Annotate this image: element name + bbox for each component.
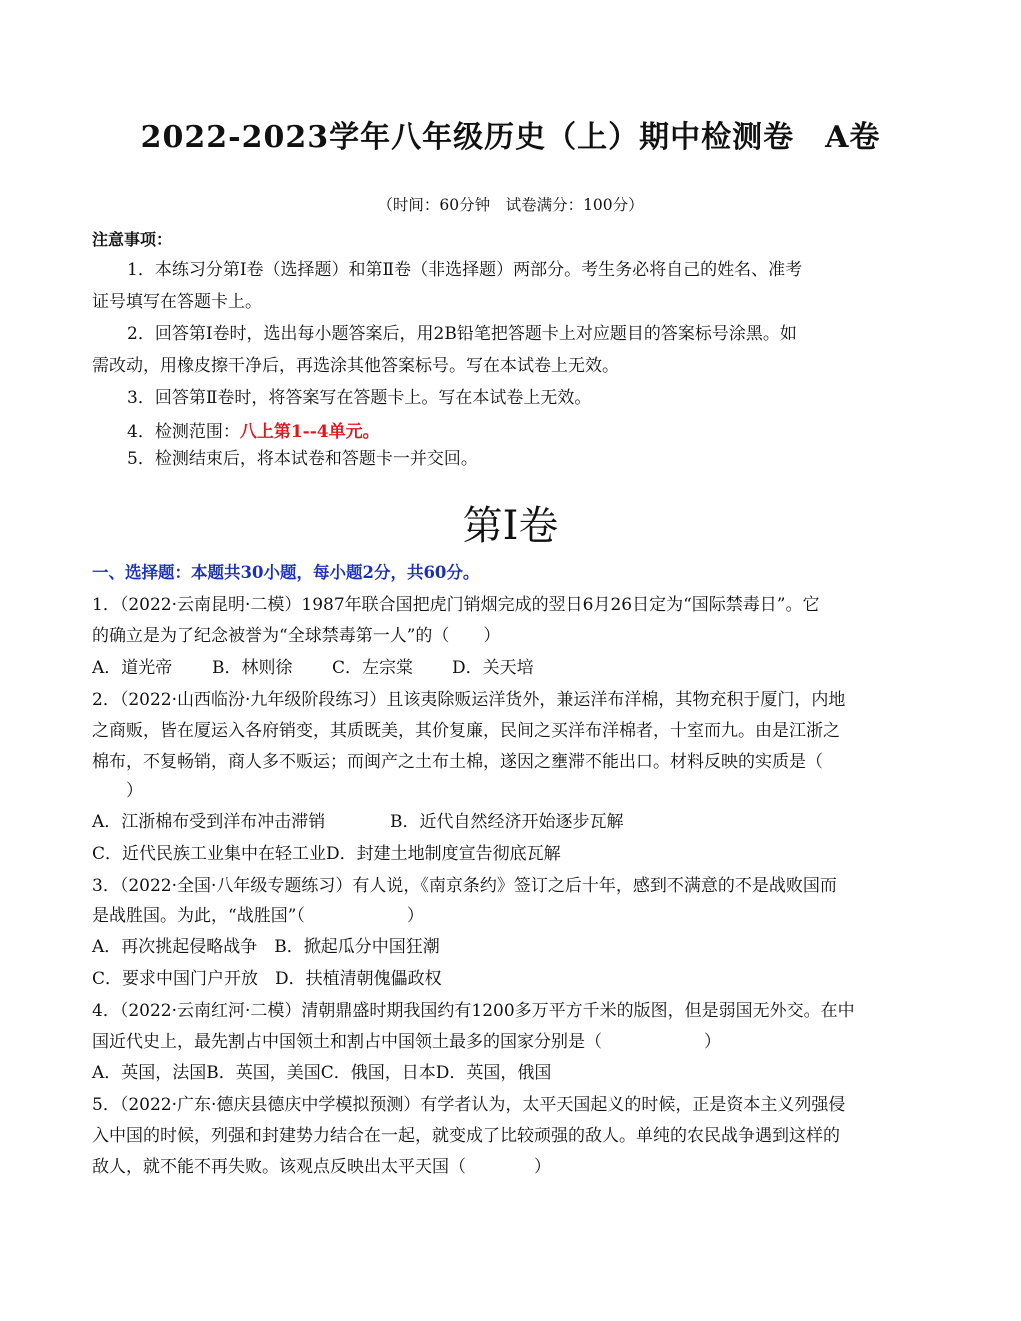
option-d: D．英国，俄国 [435,1063,552,1083]
question-2-options-row1 [92,810,882,834]
question-4-options [92,1061,882,1085]
notice-line: 2．回答第Ⅰ卷时，选出每小题答案后，用2B铅笔把答题卡上对应题目的答案标号涂黑。如 [127,324,797,344]
volume-title: 第Ⅰ卷 [462,503,559,549]
option-c: C．左宗棠 [332,658,414,678]
option-a: A．江浙棉布受到洋布冲击滞销 [92,812,326,832]
question-5-line: 5．（2022·广东·德庆县德庆中学模拟预测）有学者认为，太平天国起义的时候，正是资本主义列强侵 [92,1095,846,1115]
scope-label: 4．检测范围： [127,422,240,442]
question-4-line: 4．（2022·云南红河·二模）清朝鼎盛时期我国约有1200多万平方千米的版图，但是弱国无外交。在中 [92,1001,855,1021]
notice-heading: 注意事项： [92,230,173,249]
section-heading: 一、选择题：本题共30小题，每小题2分，共60分。 [92,563,480,582]
option-a: A．英国，法国 [92,1063,207,1083]
question-2-line: 棉布，不复畅销，商人多不贩运；而闽产之土布土棉，遂因之壅滞不能出口。材料反映的实质是（ [92,752,823,772]
question-3-line: 是战胜国。为此，“战胜国”（ ） [92,906,424,926]
option-b: B．林则徐 [212,658,293,678]
question-2-line: 2．（2022·山西临汾·九年级阶段练习）且该夷除贩运洋货外，兼运洋布洋棉，其物充积于厦门，内地 [92,690,846,710]
option-b: B．英国，美国 [206,1063,321,1083]
scope-range: 八上第1--4单元。 [239,422,380,442]
notice-line: 3．回答第Ⅱ卷时，将答案写在答题卡上。写在本试卷上无效。 [127,388,592,408]
question-1-line: 1．（2022·云南昆明·二模）1987年联合国把虎门销烟完成的翌日6月26日定为“国际禁毒日”。它 [92,595,820,615]
notice-line-scope [127,420,917,444]
option-d: D．扶植清朝傀儡政权 [275,969,442,989]
notice-line: 5．检测结束后，将本试卷和答题卡一并交回。 [127,449,478,469]
question-3-options-row2 [92,967,882,991]
option-a: A．再次挑起侵略战争 [92,937,258,957]
notice-line: 1．本练习分第Ⅰ卷（选择题）和第Ⅱ卷（非选择题）两部分。考生务必将自己的姓名、准考 [127,260,803,280]
exam-title: 2022-2023学年八年级历史（上）期中检测卷 A卷 [140,120,881,155]
option-c: C．俄国，日本 [320,1063,436,1083]
question-5-line: 敌人，就不能不再失败。该观点反映出太平天国（ ） [92,1157,551,1177]
question-5-line: 入中国的时候，列强和封建势力结合在一起，就变成了比较顽强的敌人。单纯的农民战争遇到这样的 [92,1126,840,1146]
option-b: B．近代自然经济开始逐步瓦解 [390,812,624,832]
question-2-options-row2 [92,842,882,866]
question-2-line: ） [92,781,143,801]
option-a: A．道光帝 [92,658,173,678]
question-1-line: 的确立是为了纪念被誉为“全球禁毒第一人”的（ ） [92,626,501,646]
notice-line: 需改动，用橡皮擦干净后，再选涂其他答案标号。写在本试卷上无效。 [92,356,619,376]
option-d: D．关天培 [452,658,534,678]
option-c: C．近代民族工业集中在轻工业 [92,844,327,864]
notice-line: 证号填写在答题卡上。 [92,292,262,312]
option-c: C．要求中国门户开放 [92,969,259,989]
question-3-line: 3．（2022·全国·八年级专题练习）有人说，《南京条约》签订之后十年，感到不满意的不是战败国而 [92,876,837,896]
exam-time-score: （时间：60分钟 试卷满分：100分） [377,196,644,214]
question-2-line: 之商贩，皆在厦运入各府销变，其质既美，其价复廉，民间之买洋布洋棉者，十室而九。由是江浙之 [92,721,840,741]
question-3-options-row1 [92,935,882,959]
option-b: B．掀起瓜分中国狂潮 [274,937,440,957]
question-1-options [92,656,882,680]
option-d: D．封建土地制度宣告彻底瓦解 [326,844,561,864]
question-4-line: 国近代史上，最先割占中国领土和割占中国领土最多的国家分别是（ ） [92,1032,721,1052]
